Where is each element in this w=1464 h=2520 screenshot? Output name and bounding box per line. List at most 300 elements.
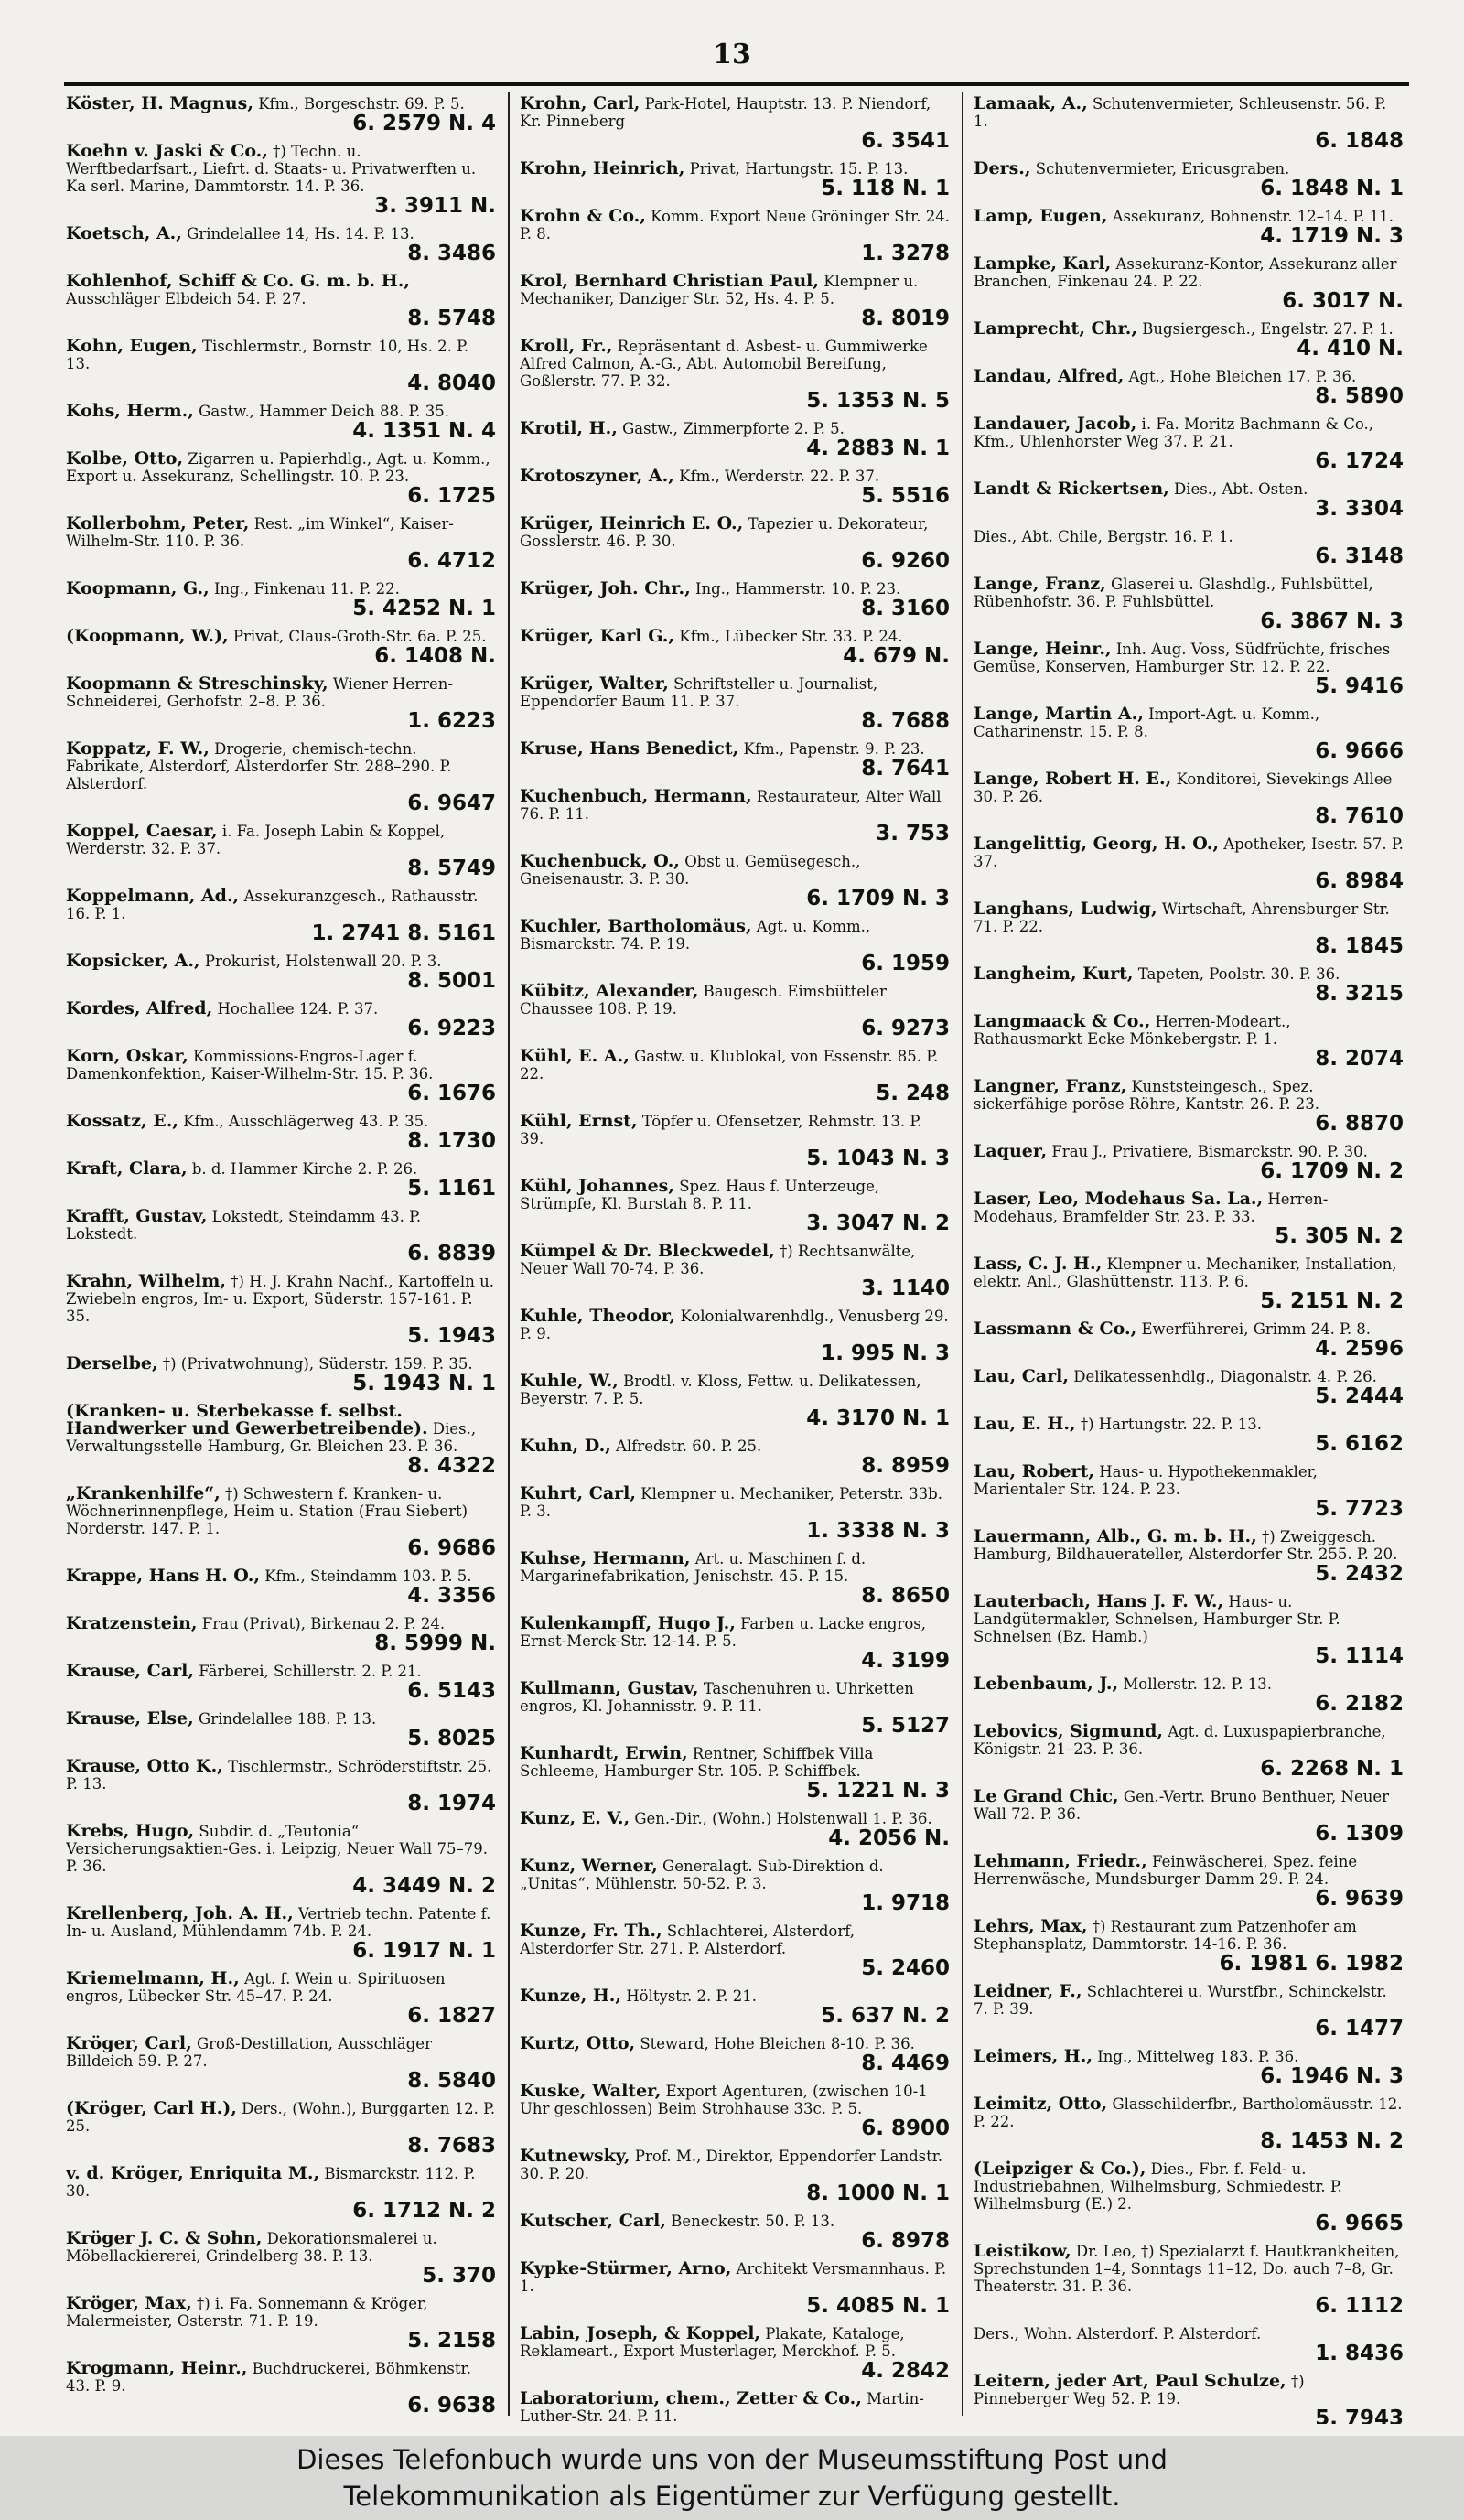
entry-details: Tischlermstr., Schröderstiftstr. 25. P. 13. (66, 1758, 492, 1793)
directory-entry (520, 1745, 950, 1802)
phone-number: 6. 2579 N. 4 (352, 112, 496, 135)
entry-name: Koppatz, F. W., (66, 738, 210, 759)
directory-entry (974, 1723, 1404, 1780)
directory-entry (974, 1918, 1404, 1975)
column-2 (520, 95, 950, 2424)
phone-number: 6. 8984 (1315, 869, 1404, 893)
entry-details: Kfm., Ausschlägerweg 43. P. 35. (183, 1113, 429, 1130)
entry-name: Kohn, Eugen, (66, 336, 198, 356)
directory-entry (520, 1178, 950, 1234)
entry-details: Spez. Haus f. Unterzeuge, Strümpfe, Kl. Burstah 8. P. 11. (520, 1178, 880, 1212)
entry-details: Delikatessenhdlg., Diagonalstr. 4. P. 26. (1073, 1368, 1377, 1385)
entry-details: Privat, Hartungstr. 15. P. 13. (689, 160, 909, 178)
phone-number: 6. 2268 N. 1 (1260, 1757, 1404, 1781)
phone-number: 8. 8959 (861, 1454, 950, 1478)
directory-entry (974, 160, 1404, 199)
phone-number: 6. 1917 N. 1 (352, 1939, 496, 1963)
phone-number: 8. 1730 (407, 1129, 496, 1153)
directory-entry (520, 515, 950, 572)
entry-name: Leidner, F., (974, 1981, 1082, 2001)
phone-number: 5. 1043 N. 3 (806, 1147, 950, 1170)
phone-number: 6. 9638 (407, 2394, 496, 2418)
directory-entry (520, 628, 950, 667)
directory-entry (520, 2260, 950, 2317)
phone-number: 4. 679 N. (843, 644, 950, 668)
phone-number: 8. 8650 (861, 1584, 950, 1608)
directory-entry (974, 2048, 1404, 2087)
entry-name: Kuhle, W., (520, 1371, 619, 1391)
entry-details: Art. u. Maschinen f. d. Margarinefabrikation, Jenischstr. 45. P. 15. (520, 1550, 867, 1585)
directory-entry (66, 1905, 496, 1962)
entry-name: Laboratorium, chem., Zetter & Co., (520, 2388, 862, 2408)
entry-name: Lauermann, Alb., G. m. b. H., (974, 1526, 1257, 1546)
directory-entry (974, 1143, 1404, 1182)
entry-name: v. d. Kröger, Enriquita M., (66, 2163, 320, 2183)
phone-number: 3. 3047 N. 2 (806, 1212, 950, 1235)
phone-number: 5. 5127 (861, 1714, 950, 1738)
directory-entry (520, 1373, 950, 1429)
directory-entry (520, 853, 950, 910)
directory-entry (974, 1788, 1404, 1845)
phone-number: 8. 1845 (1315, 934, 1404, 958)
entry-name: Krohn, Carl, (520, 95, 640, 113)
entry-details: Obst u. Gemüsegesch., Gneisenaustr. 3. P. 30. (520, 853, 861, 888)
phone-number: 6. 5143 (407, 1679, 496, 1703)
entry-name: Lau, Carl, (974, 1366, 1069, 1386)
phone-number: 6. 2182 (1315, 1692, 1404, 1716)
entry-details: Klempner u. Mechaniker, Peterstr. 33b. P. 3. (520, 1485, 942, 1520)
directory-entry (974, 1416, 1404, 1455)
entry-details: b. d. Hammer Kirche 2. P. 26. (191, 1160, 418, 1178)
directory-entry (520, 1308, 950, 1364)
directory-entry (520, 468, 950, 507)
entry-name: Krol, Bernhard Christian Paul, (520, 271, 819, 291)
entry-name: Kullmann, Gustav, (520, 1678, 699, 1698)
directory-entry (66, 2100, 496, 2157)
entry-name: Krellenberg, Joh. A. H., (66, 1903, 294, 1923)
phone-number: 8. 5890 (1315, 384, 1404, 408)
directory-entry (974, 2160, 1404, 2235)
directory-entry (974, 1320, 1404, 1360)
entry-details: Steward, Hohe Bleichen 8-10. P. 36. (640, 2035, 915, 2052)
entry-name: Leistikow, (974, 2241, 1071, 2261)
entry-details: Dies., Fbr. f. Feld- u. Industriebahnen, Wilhelmsburg, Schmiedestr. P. Wilhelmsburg (E.) 2. (974, 2160, 1342, 2213)
directory-entry (520, 2035, 950, 2074)
entry-details: Drogerie, chemisch-techn. Fabrikate, Alsterdorf, Alsterdorfer Str. 288–290. P. Alsterdorf. (66, 740, 452, 792)
entry-details: Assekuranz-Kontor, Assekuranz aller Branchen, Finkenau 24. P. 22. (974, 255, 1397, 290)
entry-name: Langheim, Kurt, (974, 964, 1134, 984)
directory-entry (66, 1970, 496, 2027)
entry-name: Krohn, Heinrich, (520, 158, 685, 178)
directory-entry (520, 580, 950, 619)
directory-entry (974, 1013, 1404, 1070)
entry-details: Dekorationsmalerei u. Möbellackiererei, Grindelberg 38. P. 13. (66, 2230, 437, 2265)
directory-entry (66, 1615, 496, 1654)
entry-details: Inh. Aug. Voss, Südfrüchte, frisches Gemüse, Konserven, Hamburger Str. 12. P. 22. (974, 641, 1391, 675)
directory-entry (974, 2325, 1404, 2364)
entry-details: Höltystr. 2. P. 21. (626, 1987, 757, 2005)
directory-entry (520, 1485, 950, 1542)
phone-number: 6. 9665 (1315, 2212, 1404, 2235)
entry-details: Schutenvermieter, Ericusgraben. (1035, 160, 1290, 178)
directory-entry (974, 415, 1404, 472)
phone-number: 8. 4469 (861, 2052, 950, 2075)
entry-details: Herren-Modehaus, Bramfelder Str. 23. P. 33. (974, 1190, 1329, 1225)
entry-name: Krafft, Gustav, (66, 1206, 208, 1226)
directory-entry (974, 1593, 1404, 1667)
entry-name (66, 2423, 258, 2424)
directory-entry (520, 1987, 950, 2027)
phone-number: 4. 3170 N. 1 (806, 1406, 950, 1430)
entry-details: Konditorei, Sievekings Allee 30. P. 26. (974, 770, 1393, 805)
column-3 (974, 95, 1404, 2424)
directory-entry (66, 273, 496, 329)
entry-details: †) i. Fa. Sonnemann & Kröger, Malermeister, Osterstr. 71. P. 19. (66, 2295, 428, 2330)
entry-name: Kunz, E. V., (520, 1808, 630, 1828)
phone-number: 6. 1981 6. 1982 (1219, 1952, 1404, 1976)
entry-details: Glasschilderfbr., Bartholomäusstr. 12. P. 22. (974, 2095, 1403, 2130)
directory-entry (520, 2083, 950, 2139)
entry-name: Labin, Joseph, & Koppel, (520, 2323, 761, 2343)
entry-name: Kümpel & Dr. Bleckwedel, (520, 1241, 775, 1261)
phone-number: 3. 753 (876, 822, 950, 845)
directory-entry (66, 580, 496, 619)
phone-number: 4. 3199 (861, 1649, 950, 1673)
entry-details: Agt. f. Wein u. Spirituosen engros, Lübecker Str. 45–47. P. 24. (66, 1970, 446, 2005)
phone-number: 4. 3449 N. 2 (352, 1874, 496, 1898)
entry-name: Krahn, Wilhelm, (66, 1271, 226, 1291)
entry-details: Architekt Versmannhaus. P. 1. (520, 2260, 947, 2295)
entry-details: Plakate, Kataloge, Reklameart., Export Musterlager, Merckhof. P. 5. (520, 2325, 905, 2360)
entry-details: Glaserei u. Glashdlg., Fuhlsbüttel, Rübenhofstr. 36. P. Fuhlsbüttel. (974, 576, 1373, 610)
phone-number: 6. 3148 (1315, 544, 1404, 568)
directory-entry (520, 1680, 950, 1737)
entry-name: Lassmann & Co., (974, 1319, 1137, 1339)
phone-number: 5. 7943 (1315, 2407, 1404, 2424)
phone-number: 3. 1140 (861, 1276, 950, 1300)
entry-name: Krüger, Walter, (520, 673, 669, 694)
directory-entry (520, 1113, 950, 1169)
phone-number: 6. 3541 (861, 129, 950, 153)
phone-number: 6. 8839 (407, 1242, 496, 1265)
entry-details: Agt., Hohe Bleichen 17. P. 36. (1128, 368, 1357, 385)
entry-name: Kunze, Fr. Th., (520, 1921, 662, 1941)
entry-name: Lehrs, Max, (974, 1916, 1088, 1936)
entry-name: Koopmann, G., (66, 578, 210, 598)
entry-name: Derselbe, (66, 1353, 158, 1373)
phone-number: 6. 9260 (861, 549, 950, 573)
entry-details: Bismarckstr. 112. P. 30. (66, 2165, 476, 2200)
entry-details: Klempner u. Mechaniker, Installation, elektr. Anl., Glashüttenstr. 113. P. 6. (974, 1255, 1397, 1290)
entry-name: Krebs, Hugo, (66, 1821, 195, 1841)
entry-name: Lange, Franz, (974, 574, 1106, 594)
directory-entry (974, 2095, 1404, 2152)
entry-name: Kühl, Ernst, (520, 1111, 638, 1131)
entry-name: Kuchenbuch, Hermann, (520, 786, 752, 806)
entry-name: Korn, Oskar, (66, 1046, 188, 1066)
entry-name: Lange, Martin A., (974, 704, 1144, 724)
entry-details: Prokurist, Holstenwall 20. P. 3. (204, 953, 442, 970)
entry-details: Ing., Finkenau 11. P. 22. (214, 580, 400, 598)
directory-entry (66, 1113, 496, 1152)
phone-number: 4. 3356 (407, 1584, 496, 1608)
entry-details: †) Restaurant zum Patzenhofer am Stephansplatz, Dammtorstr. 14-16. P. 36. (974, 1918, 1357, 1953)
entry-details: †) Pinneberger Weg 52. P. 19. (974, 2373, 1305, 2407)
entry-name: Koppel, Caesar, (66, 821, 218, 841)
directory-entry (520, 2213, 950, 2252)
entry-details: Buchdruckerei, Böhmkenstr. 43. P. 9. (66, 2360, 471, 2395)
directory-entry (66, 1160, 496, 1200)
entry-details: Restaurateur, Alter Wall 76. P. 11. (520, 788, 942, 823)
entry-name: Kratzenstein, (66, 1613, 198, 1633)
directory-entry (520, 160, 950, 199)
entry-name: Kulenkampff, Hugo J., (520, 1613, 736, 1633)
entry-name: Langelittig, Georg, H. O., (974, 834, 1219, 854)
phone-number: 8. 3215 (1315, 982, 1404, 1006)
entry-name: Kuchler, Bartholomäus, (520, 916, 752, 936)
entry-name: Krohn & Co., (520, 206, 646, 226)
phone-number: 6. 1724 (1315, 449, 1404, 473)
directory-entry (974, 900, 1404, 957)
phone-number: 8. 4322 (407, 1454, 496, 1478)
directory-entry (66, 2230, 496, 2287)
entry-name: Le Grand Chic, (974, 1786, 1119, 1806)
phone-number: 1. 9718 (861, 1891, 950, 1915)
entry-details: Ing., Hammerstr. 10. P. 23. (694, 580, 901, 598)
entry-details: Ders., (Wohn.), Burggarten 12. P. 25. (66, 2100, 496, 2135)
entry-name: Kordes, Alfred, (66, 998, 213, 1018)
entry-details: Kunststeingesch., Spez. sickerfähige poröse Röhre, Kantstr. 26. P. 23. (974, 1078, 1320, 1113)
directory-entry (520, 273, 950, 329)
phone-number: 5. 2432 (1315, 1562, 1404, 1586)
directory-entry (520, 2148, 950, 2204)
phone-number: 5. 370 (422, 2264, 496, 2288)
directory-entry (974, 528, 1404, 567)
phone-number: 8. 3160 (861, 597, 950, 620)
phone-number: 8. 5840 (407, 2069, 496, 2093)
entry-name: Lau, Robert, (974, 1461, 1094, 1481)
phone-number: 6. 1709 N. 2 (1260, 1159, 1404, 1183)
entry-details: Taschenuhren u. Uhrketten engros, Kl. Johannisstr. 9. P. 11. (520, 1680, 914, 1715)
entry-name: Kunz, Werner, (520, 1856, 658, 1876)
phone-number: 4. 8040 (407, 372, 496, 395)
entry-name: Kuhle, Theodor, (520, 1306, 676, 1326)
directory-entry (974, 1983, 1404, 2040)
directory-entry (974, 1463, 1404, 1520)
header-rule (64, 82, 1409, 86)
entry-details: Grindelallee 188. P. 13. (199, 1710, 377, 1728)
entry-name: Kraft, Clara, (66, 1158, 188, 1179)
directory-entry (66, 1758, 496, 1815)
directory-entry (974, 965, 1404, 1005)
entry-name: Langner, Franz, (974, 1076, 1127, 1096)
directory-entry (974, 208, 1404, 247)
entry-details: Lokstedt, Steindamm 43. P. Lokstedt. (66, 1208, 422, 1243)
phone-number: 8. 8019 (861, 307, 950, 330)
entry-details: Haus- u. Landgütermakler, Schnelsen, Hamburger Str. P. Schnelsen (Bz. Hamb.) (974, 1593, 1340, 1645)
directory-entry (66, 675, 496, 732)
directory-entry (520, 2390, 950, 2424)
entry-name: Lauterbach, Hans J. F. W., (974, 1591, 1224, 1611)
directory-entry (66, 338, 496, 394)
phone-number: 5. 2460 (861, 1956, 950, 1980)
directory-entry (520, 788, 950, 845)
entry-name: Kutscher, Carl, (520, 2211, 666, 2231)
directory-entry (66, 740, 496, 814)
phone-number: 6. 1827 (407, 2004, 496, 2028)
entry-details: Gastw. u. Klublokal, von Essenstr. 85. P. 22. (520, 1048, 939, 1082)
phone-number: 1. 6223 (407, 709, 496, 733)
entry-details: Grindelallee 14, Hs. 14. P. 13. (187, 225, 414, 242)
entry-details: Agt. d. Luxuspapierbranche, Königstr. 21–23. P. 36. (974, 1723, 1386, 1758)
directory-entry (66, 1355, 496, 1395)
phone-number: 1. 3278 (861, 242, 950, 265)
directory-entry (66, 953, 496, 992)
directory-entry (520, 983, 950, 1039)
phone-number: 6. 1477 (1315, 2017, 1404, 2041)
phone-number: 1. 8436 (1315, 2342, 1404, 2365)
entry-details: Ewerführerei, Grimm 24. P. 8. (1141, 1320, 1372, 1338)
directory-entry (520, 740, 950, 780)
phone-number: 6. 1112 (1315, 2294, 1404, 2318)
entry-details: Ausschläger Elbdeich 54. P. 27. (66, 290, 307, 307)
entry-name: Koopmann & Streschinsky, (66, 673, 328, 694)
entry-details: Export Agenturen, (zwischen 10-1 Uhr geschlossen) Beim Strohhause 33c. P. 5. (520, 2083, 928, 2117)
directory-entry (66, 628, 496, 667)
entry-details: Wirtschaft, Ahrensburger Str. 71. P. 22. (974, 900, 1390, 935)
entry-details: Brodtl. v. Kloss, Fettw. u. Delikatessen, Beyerstr. 7. P. 5. (520, 1373, 921, 1407)
phone-number: 5. 9416 (1315, 674, 1404, 698)
phone-number: 8. 1974 (407, 1792, 496, 1815)
phone-number: 4. 2842 (861, 2359, 950, 2383)
directory-entry (520, 2325, 950, 2382)
phone-number: 5. 8025 (407, 1727, 496, 1750)
entry-name: Kühl, E. A., (520, 1046, 630, 1066)
directory-entry (66, 1710, 496, 1750)
entry-details: Zigarren u. Papierhdlg., Agt. u. Komm., Export u. Assekuranz, Schellingstr. 10. P. 23. (66, 450, 490, 485)
directory-entry (974, 480, 1404, 520)
entry-details: Kfm., Werderstr. 22. P. 37. (679, 468, 880, 485)
directory-entry (974, 1368, 1404, 1407)
entry-details: Färberei, Schillerstr. 2. P. 21. (199, 1663, 422, 1680)
phone-number: 6. 9666 (1315, 739, 1404, 763)
entry-details: Dr. Leo, †) Spezialarzt f. Hautkrankheiten, Sprechstunden 1–4, Sonntags 11–12, Do. auch 7–8, Gr. Theaterstr. 31. P. 36. (974, 2243, 1400, 2295)
directory-entry (66, 1000, 496, 1039)
directory-entry (520, 918, 950, 975)
entry-details: Apotheker, Isestr. 57. P. 37. (974, 835, 1404, 870)
directory-entry (66, 1485, 496, 1559)
directory-entry (66, 2360, 496, 2417)
entry-details: Park-Hotel, Hauptstr. 13. P. Niendorf, Kr. Pinneberg (520, 95, 931, 130)
entry-details: Ing., Mittelweg 183. P. 36. (1097, 2048, 1299, 2065)
directory-entry (974, 705, 1404, 762)
phone-number: 5. 1114 (1315, 1644, 1404, 1668)
phone-number: 1. 3338 N. 3 (806, 1519, 950, 1543)
phone-number: 6. 1725 (407, 484, 496, 508)
directory-entry (520, 1048, 950, 1104)
phone-number: 6. 1676 (407, 1082, 496, 1105)
entry-name: Koehn v. Jaski & Co., (66, 141, 268, 161)
entry-details: Kfm., Borgeschstr. 69. P. 5. (258, 95, 465, 113)
entry-name: Kuhse, Hermann, (520, 1548, 691, 1568)
directory-entry (520, 1550, 950, 1607)
entry-details: Kommissions-Engros-Lager f. Damenkonfektion, Kaiser-Wilhelm-Str. 15. P. 36. (66, 1048, 434, 1082)
phone-number: 6. 9639 (1315, 1887, 1404, 1911)
phone-number: 5. 248 (876, 1082, 950, 1105)
entry-name: Köster, H. Magnus, (66, 95, 253, 113)
phone-number: 5. 1943 (407, 1324, 496, 1348)
entry-details: Ders., Wohn. Alsterdorf. P. Alsterdorf. (974, 2325, 1262, 2342)
entry-name: Kuske, Walter, (520, 2081, 662, 2101)
entry-name: Leimers, H., (974, 2046, 1093, 2066)
entry-name: Lass, C. J. H., (974, 1254, 1103, 1274)
directory-entry (66, 888, 496, 944)
column-divider (508, 92, 510, 2416)
entry-name: Landauer, Jacob, (974, 414, 1137, 434)
directory-entry (66, 1403, 496, 1477)
phone-number: 6. 9647 (407, 792, 496, 815)
directory-entry (66, 225, 496, 264)
directory-entry (66, 2295, 496, 2352)
phone-number: 5. 4085 N. 1 (806, 2294, 950, 2318)
directory-entry (520, 1243, 950, 1299)
phone-number: 1. 2741 8. 5161 (311, 921, 496, 945)
entry-details: Dies., Abt. Chile, Bergstr. 16. P. 1. (974, 528, 1233, 545)
entry-name: Laquer, (974, 1141, 1048, 1161)
entry-name: Langmaack & Co., (974, 1011, 1151, 1031)
phone-number: 8. 7641 (861, 757, 950, 781)
phone-number: 5. 2151 N. 2 (1260, 1289, 1404, 1313)
directory-entry (66, 450, 496, 507)
entry-name: Lamp, Eugen, (974, 206, 1108, 226)
directory-entry (974, 1853, 1404, 1910)
entry-details: Töpfer u. Ofensetzer, Rehmstr. 13. P. 39. (520, 1113, 922, 1147)
directory-entry (66, 2165, 496, 2222)
entry-name: Ders., (974, 158, 1031, 178)
phone-number: 8. 7688 (861, 709, 950, 733)
phone-number: 5. 1161 (407, 1177, 496, 1201)
entry-details: Tapeten, Poolstr. 30. P. 36. (1137, 965, 1340, 983)
entry-name: Lebenbaum, J., (974, 1674, 1119, 1694)
phone-number: 5. 305 N. 2 (1275, 1224, 1404, 1248)
entry-name: Kopsicker, A., (66, 951, 200, 971)
phone-number: 6. 1712 N. 2 (352, 2199, 496, 2223)
entry-name: Kübitz, Alexander, (520, 981, 699, 1001)
phone-number: 4. 2056 N. (828, 1826, 950, 1850)
entry-name: Kröger, Carl, (66, 2033, 192, 2053)
entry-details: Repräsentant d. Asbest- u. Gummiwerke Alfred Calmon, A.-G., Abt. Automobil Bereifung, Goßlerstr. 77. P. 32. (520, 338, 928, 390)
entry-details: Kfm., Lübecker Str. 33. P. 24. (679, 628, 903, 645)
phone-number: 6. 3017 N. (1282, 289, 1404, 313)
phone-number: 4. 2596 (1315, 1337, 1404, 1361)
entry-details: Kfm., Steindamm 103. P. 5. (264, 1567, 472, 1585)
directory-entry (520, 95, 950, 152)
entry-details: Klempner u. Mechaniker, Danziger Str. 52, Hs. 4. P. 5. (520, 273, 919, 307)
directory-entry (974, 2243, 1404, 2317)
entry-details: Tischlermstr., Bornstr. 10, Hs. 2. P. 13. (66, 338, 469, 372)
entry-details: Frau J., Privatiere, Bismarckstr. 90. P. 30. (1051, 1143, 1368, 1160)
phone-number: 4. 1719 N. 3 (1260, 224, 1404, 248)
entry-name: (Kröger, Carl H.), (66, 2098, 237, 2118)
entry-details: Import-Agt. u. Komm., Catharinenstr. 15. P. 8. (974, 705, 1320, 740)
entry-name: Leitern, jeder Art, Paul Schulze, (974, 2371, 1286, 2391)
directory-entry (974, 641, 1404, 697)
entry-name: Lau, E. H., (974, 1414, 1076, 1434)
entry-details: Baugesch. Eimsbütteler Chaussee 108. P. 19. (520, 983, 887, 1018)
entry-details: Frau (Privat), Birkenau 2. P. 24. (201, 1615, 446, 1632)
entry-details: Rentner, Schiffbek Villa Schleeme, Hamburger Str. 105. P. Schiffbek. (520, 1745, 874, 1780)
phone-number: 4. 2883 N. 1 (806, 436, 950, 460)
